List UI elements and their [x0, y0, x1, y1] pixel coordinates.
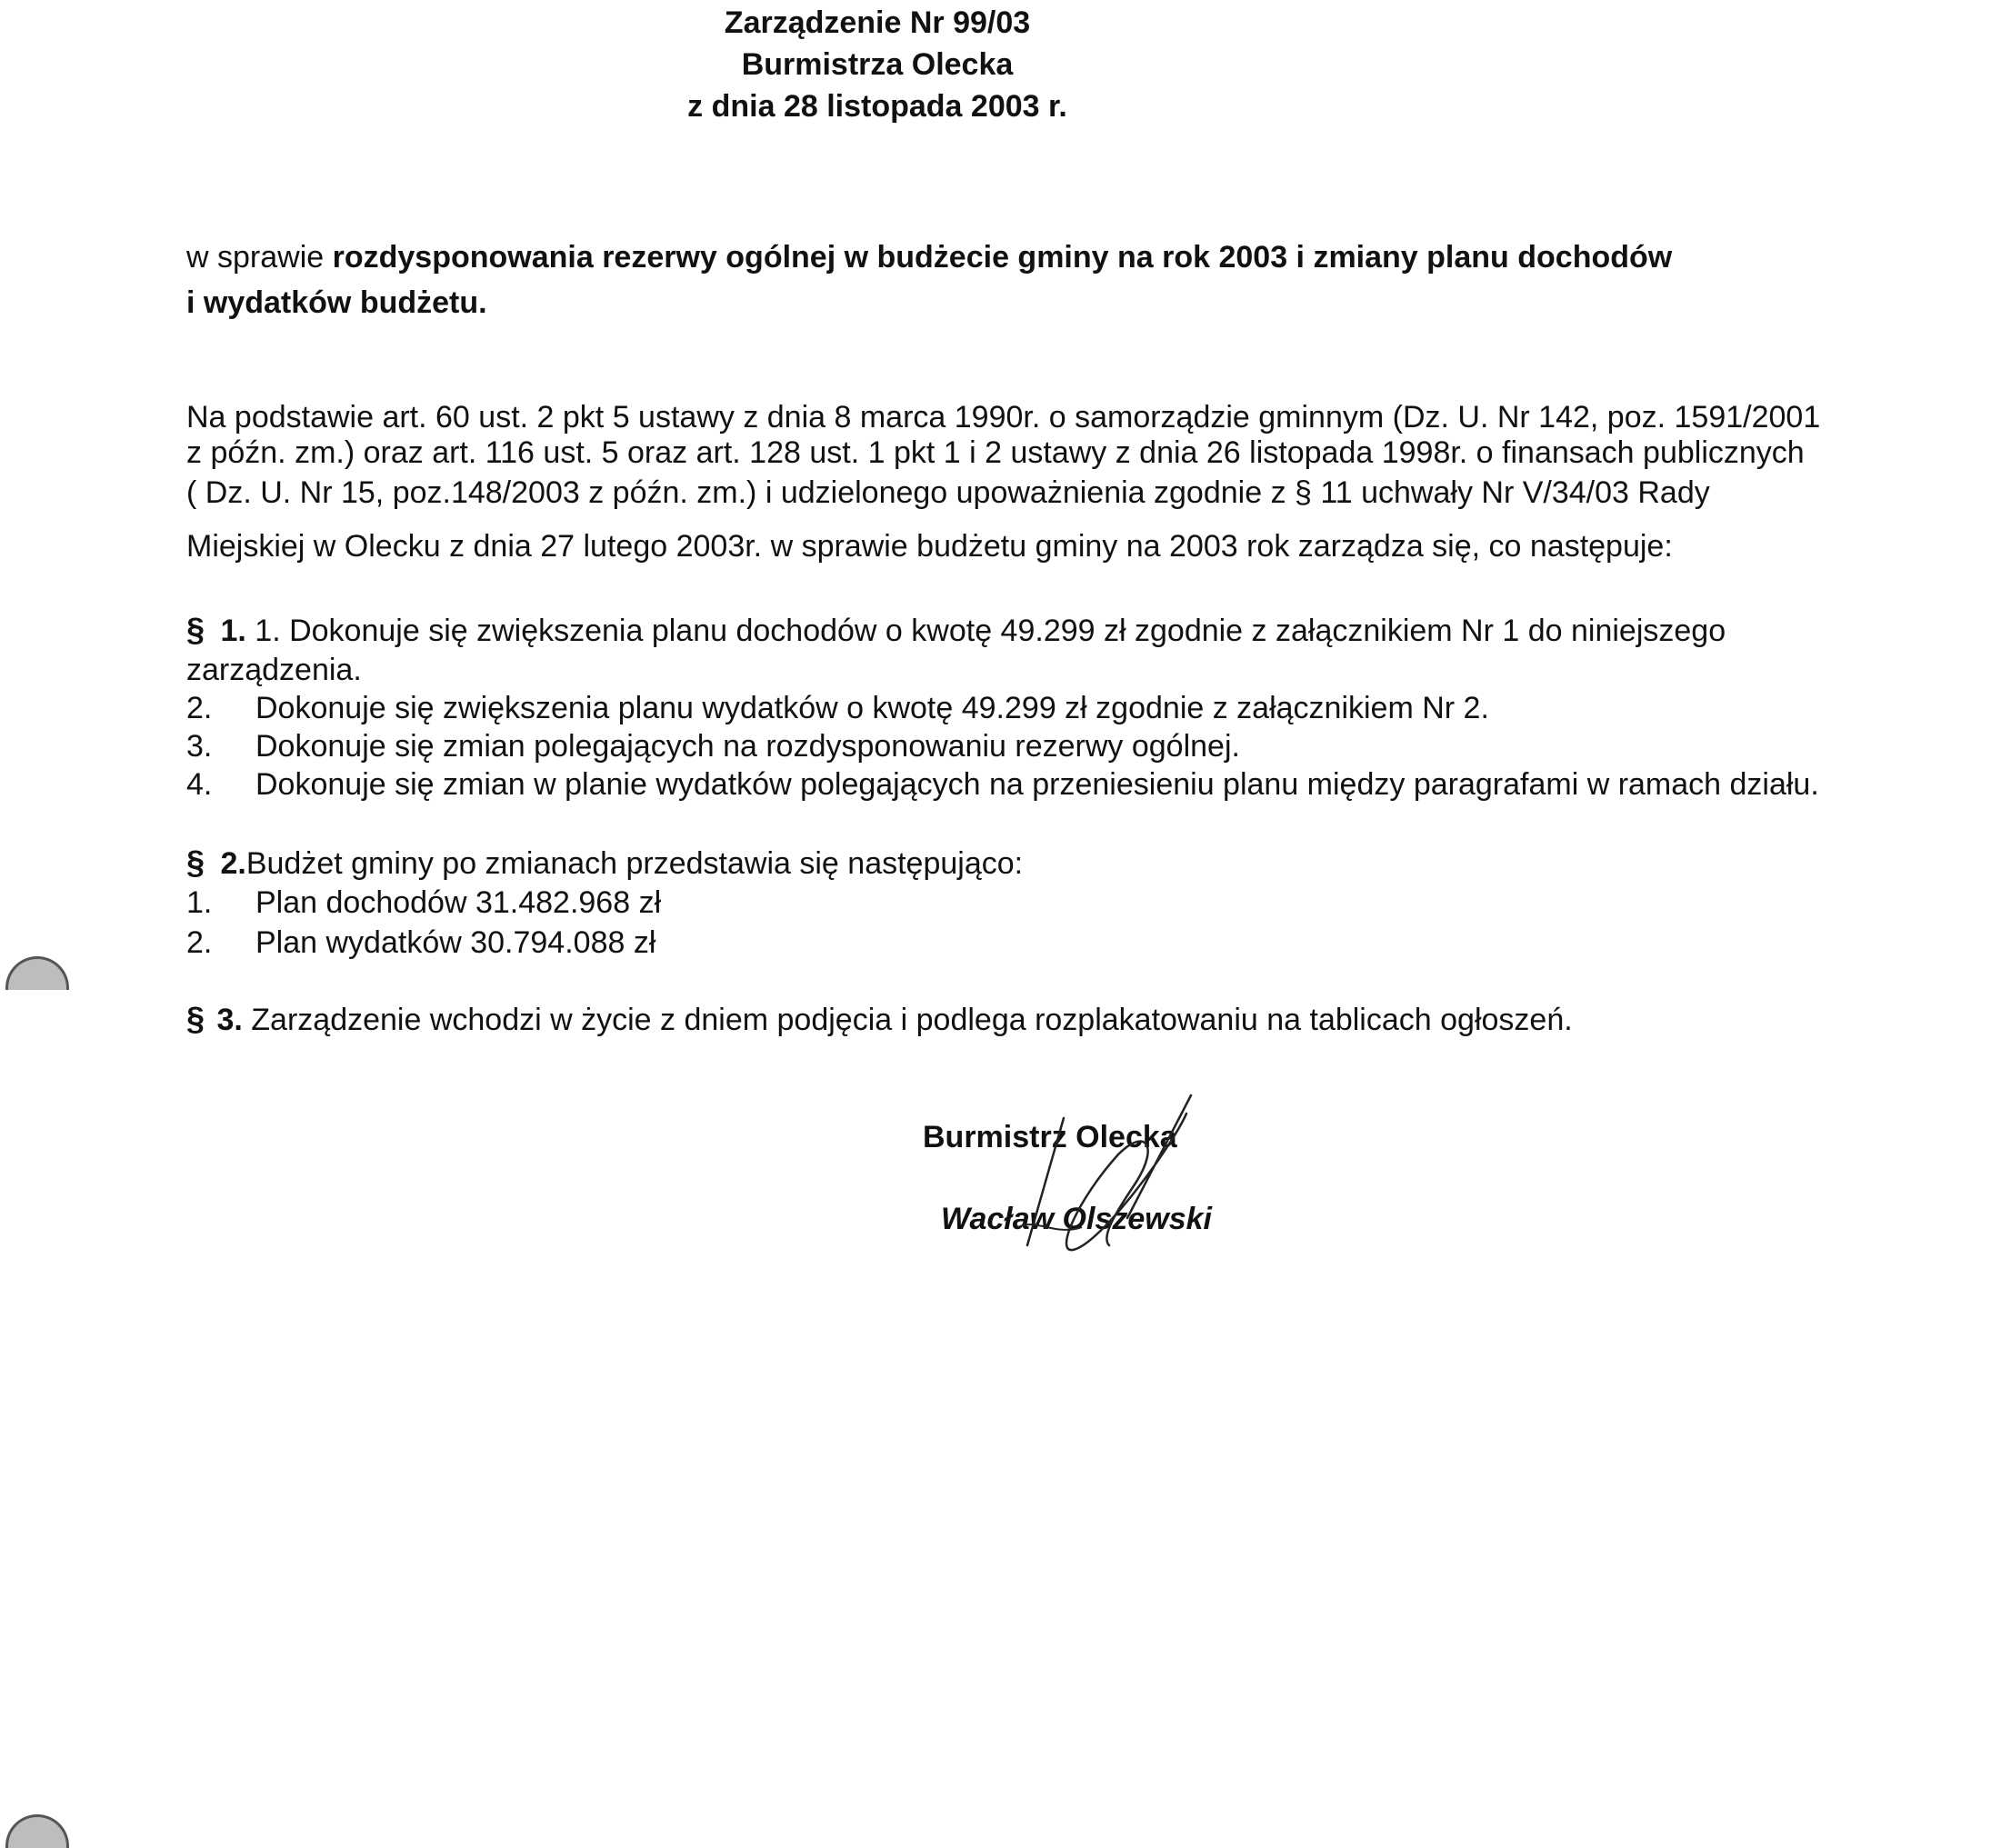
- subject-prefix: w sprawie: [186, 240, 333, 275]
- punch-hole: [5, 956, 69, 990]
- item-text: Dokonuje się zwiększenia planu wydatków o kwotę 49.299 zł zgodnie z załącznikiem Nr 2.: [255, 691, 1489, 725]
- item-text: Plan wydatków 30.794.088 zł: [255, 925, 656, 960]
- section-1-heading: [186, 611, 1726, 650]
- basis-line-1: Na podstawie art. 60 ust. 2 pkt 5 ustawy z dnia 8 marca 1990r. o samorządzie gminnym (Dz. U. Nr 142, poz. 1591/2001: [186, 400, 1821, 435]
- section-2-text: Budżet gminy po zmianach przedstawia się następująco:: [245, 846, 1024, 881]
- document-date: z dnia 28 listopada 2003 r.: [687, 89, 1067, 124]
- paragraph-sign: §: [186, 1000, 205, 1037]
- signature-title: Burmistrz Olecka: [923, 1120, 1177, 1154]
- item-number: 2.: [186, 925, 213, 960]
- item-text: Dokonuje się zmian polegających na rozdysponowaniu rezerwy ogólnej.: [255, 729, 1240, 764]
- section-2-number: 2.: [220, 846, 246, 881]
- item-number: 3.: [186, 729, 213, 764]
- section-1-item-3: [186, 727, 1240, 765]
- subject-line-1: [186, 238, 1672, 276]
- section-2-item-1: [186, 884, 661, 922]
- paragraph-sign: §: [186, 844, 205, 881]
- item-text: Plan dochodów 31.482.968 zł: [255, 885, 662, 920]
- item-number: 4.: [186, 767, 213, 802]
- document-title: Zarządzenie Nr 99/03: [724, 5, 1031, 40]
- section-1-number: 1.: [220, 614, 246, 648]
- signature-name: Wacław Olszewski: [941, 1202, 1212, 1236]
- document-issuer: Burmistrza Olecka: [741, 47, 1014, 82]
- item-number: 1.: [186, 885, 213, 920]
- basis-line-3: ( Dz. U. Nr 15, poz.148/2003 z późn. zm.) i udzielonego upoważnienia zgodnie z § 11 uchwały Nr V/34/03 Rady: [186, 475, 1710, 510]
- item-text: Dokonuje się zmian w planie wydatków polegających na przeniesieniu planu między paragrafami w ramach działu.: [255, 767, 1819, 802]
- section-3: [186, 1000, 1573, 1039]
- item-number: 2.: [186, 691, 213, 725]
- section-1-item-2: [186, 689, 1489, 727]
- subject-line-2: i wydatków budżetu.: [186, 285, 487, 320]
- section-1-item-4: [186, 765, 1819, 804]
- section-2-item-2: [186, 924, 655, 962]
- paragraph-sign: §: [186, 611, 205, 648]
- punch-hole: [5, 1814, 69, 1848]
- subject-bold-text: rozdysponowania rezerwy ogólnej w budżecie gminy na rok 2003 i zmiany planu dochodów: [332, 240, 1673, 275]
- section-1-item-1-text: 1. Dokonuje się zwiększenia planu dochodów o kwotę 49.299 zł zgodnie z załącznikiem Nr 1 do niniejszego: [245, 614, 1726, 648]
- handwritten-signature: [964, 1091, 1236, 1273]
- section-3-text: Zarządzenie wchodzi w życie z dniem podjęcia i podlega rozplakatowaniu na tablicach ogłoszeń.: [242, 1003, 1573, 1037]
- section-2-heading: [186, 844, 1023, 883]
- section-3-number: 3.: [216, 1003, 243, 1037]
- basis-line-4: Miejskiej w Olecku z dnia 27 lutego 2003r. w sprawie budżetu gminy na 2003 rok zarządza się, co następuje:: [186, 529, 1673, 564]
- section-1-item-1-continuation: zarządzenia.: [186, 653, 362, 687]
- basis-line-2: z późn. zm.) oraz art. 116 ust. 5 oraz art. 128 ust. 1 pkt 1 i 2 ustawy z dnia 26 listopada 1998r. o finansach publicznych: [186, 435, 1805, 470]
